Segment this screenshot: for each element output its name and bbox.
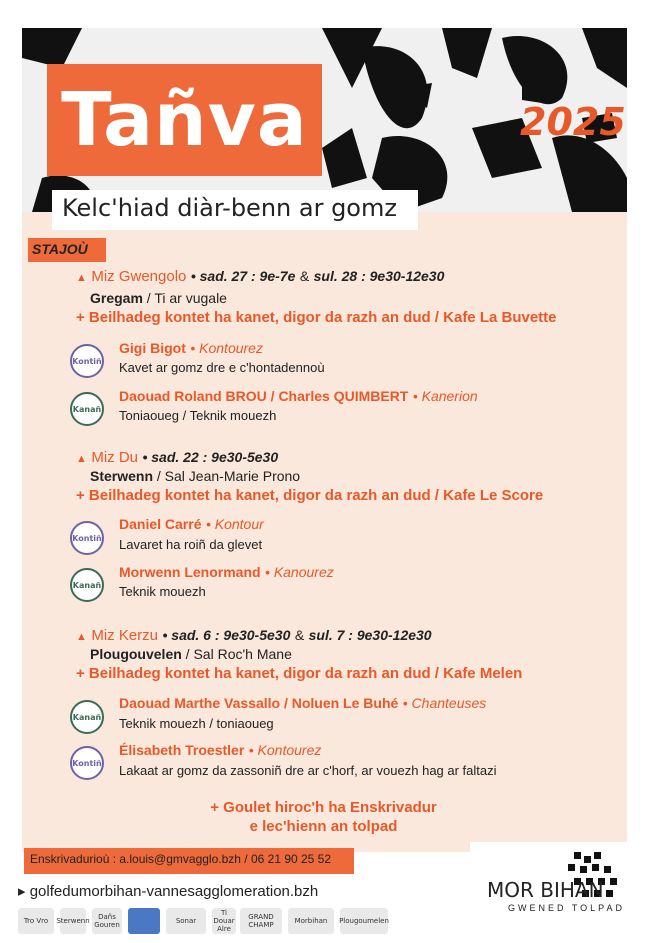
kontin-stamp-icon: Kontiñ (70, 344, 104, 378)
triangle-icon: ▲ (76, 631, 87, 643)
session-1-place (90, 290, 227, 306)
workshop-name: Daouad Marthe Vassallo / Noluen Le Buhé (119, 695, 399, 711)
place-detail: / Sal Roc'h Mane (181, 646, 292, 662)
kanan-stamp-icon: Kanañ (70, 568, 104, 602)
website-text: golfedumorbihan-vannesagglomeration.bzh (29, 883, 319, 900)
arrow-icon: ▸ (18, 883, 30, 900)
partner-logo: Sonar (166, 908, 206, 934)
session-amp: & (299, 268, 310, 284)
workshop-desc: Kavet ar gomz dre e c'hontadennoù (119, 360, 325, 375)
session-month: Miz Gwengolo (91, 268, 187, 285)
kanan-stamp-icon: Kanañ (70, 700, 104, 734)
session-day2: sul. 28 : 9e30-12e30 (313, 268, 445, 284)
session-2-place (90, 468, 300, 484)
website-link[interactable] (18, 882, 318, 900)
partner-logo: Sterwenn (60, 908, 86, 934)
session-day1: sad. 22 : 9e30-5e30 (151, 449, 279, 465)
workshop-role: Kanourez (273, 564, 334, 580)
contact-info[interactable]: Enskrivadurioù : a.louis@gmvagglo.bzh / 06 21 90 25 52 (30, 852, 332, 866)
workshop-desc: Lakaat ar gomz da zassoniñ dre ar c'horf, ar vouezh hag ar faltazi (119, 763, 497, 778)
brand-title: MOR BIHAN (487, 878, 604, 902)
workshop-role: Chanteuses (411, 695, 487, 711)
workshop-3-2: Élisabeth Troestler • Kontourez (119, 742, 322, 758)
workshop-desc: Teknik mouezh / toniaoueg (119, 716, 274, 731)
workshop-name: Gigi Bigot (119, 340, 186, 356)
workshop-2-2: Morwenn Lenormand • Kanourez (119, 564, 334, 580)
session-3-place (90, 646, 292, 662)
workshop-1-2: Daouad Roland BROU / Charles QUIMBERT • Kanerion (119, 388, 478, 404)
session-day1: sad. 6 : 9e30-5e30 (171, 627, 291, 643)
session-1-header: ▲ Miz Gwengolo • sad. 27 : 9e-7e & sul. 28 : 9e30-12e30 (76, 268, 445, 285)
partner-logo: Tro Vro (18, 908, 54, 934)
session-3-header: ▲ Miz Kerzu • sad. 6 : 9e30-5e30 & sul. 7 : 9e30-12e30 (76, 627, 432, 644)
kontin-stamp-icon: Kontiñ (70, 746, 104, 780)
page-title: Tañva (61, 77, 308, 163)
triangle-icon: ▲ (76, 453, 87, 465)
workshop-role: Kontour (214, 516, 264, 532)
partner-logo: GRAND CHAMP (240, 908, 282, 934)
closing-line-2: e lec'hienn an tolpad (249, 818, 398, 835)
partner-logo: Ti Douar Alre (213, 909, 235, 933)
triangle-icon: ▲ (76, 272, 87, 284)
session-3-extra: + Beilhadeg kontet ha kanet, digor da razh an dud / Kafe Melen (76, 665, 523, 682)
workshop-desc: Toniaoueg / Teknik mouezh (119, 408, 277, 423)
year-label: 2025 (520, 100, 626, 144)
session-day1: sad. 27 : 9e-7e (199, 268, 296, 284)
place-name: Gregam (90, 290, 143, 306)
session-amp: & (294, 627, 305, 643)
closing-line-1: + Goulet hiroc'h ha Enskrivadur (210, 799, 437, 816)
partner-logo: Morbihan (288, 908, 334, 934)
workshop-name: Élisabeth Troestler (119, 742, 245, 758)
workshop-2-1: Daniel Carré • Kontour (119, 516, 264, 532)
page-subtitle: Kelc'hiad diàr-benn ar gomz (62, 194, 397, 222)
session-2-extra: + Beilhadeg kontet ha kanet, digor da razh an dud / Kafe Le Score (76, 487, 544, 504)
session-month: Miz Kerzu (91, 627, 159, 644)
session-month: Miz Du (91, 449, 139, 466)
session-2-header: ▲ Miz Du • sad. 22 : 9e30-5e30 (76, 449, 279, 466)
workshop-desc: Teknik mouezh (119, 584, 206, 599)
session-day2: sul. 7 : 9e30-12e30 (308, 627, 432, 643)
workshop-1-1: Gigi Bigot • Kontourez (119, 340, 263, 356)
workshop-desc: Lavaret ha roiñ da glevet (119, 537, 263, 552)
kanan-stamp-icon: Kanañ (70, 392, 104, 426)
workshop-name: Daniel Carré (119, 516, 202, 532)
place-name: Sterwenn (90, 468, 154, 484)
workshop-role: Kontourez (257, 742, 322, 758)
session-1-extra: + Beilhadeg kontet ha kanet, digor da razh an dud / Kafe La Buvette (76, 309, 557, 326)
workshop-role: Kanerion (421, 388, 478, 404)
workshop-name: Morwenn Lenormand (119, 564, 261, 580)
kontin-stamp-icon: Kontiñ (70, 521, 104, 555)
partner-logo (128, 908, 160, 934)
workshop-role: Kontourez (199, 340, 263, 356)
section-label: STAJOÙ (32, 241, 88, 257)
workshop-3-1: Daouad Marthe Vassallo / Noluen Le Buhé • Chanteuses (119, 695, 487, 711)
brand-subtitle: GWENED TOLPAD (508, 903, 626, 913)
partner-logo: Plougoumelen (340, 908, 388, 934)
place-detail: / Sal Jean-Marie Prono (153, 468, 301, 484)
place-name: Plougouvelen (90, 646, 182, 662)
place-detail: / Ti ar vugale (142, 290, 227, 306)
partner-logo: Dañs Gouren (92, 908, 122, 934)
workshop-name: Daouad Roland BROU / Charles QUIMBERT (119, 388, 409, 404)
content-panel (22, 212, 627, 852)
